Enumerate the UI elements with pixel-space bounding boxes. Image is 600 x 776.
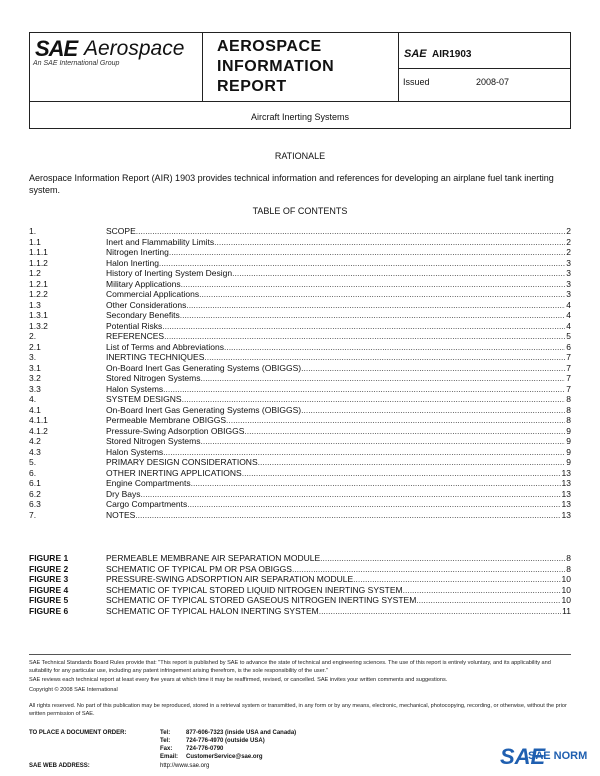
section-number: 3. — [29, 352, 37, 362]
section-title: Commercial Applications — [106, 289, 200, 299]
dot-leader — [200, 436, 565, 447]
section-number: 4.1 — [29, 404, 41, 415]
section-title: Cargo Compartments — [106, 499, 188, 509]
figure-title: PRESSURE-SWING ADSORPTION AIR SEPARATION MODULE — [106, 574, 354, 584]
copyright-text: Copyright © 2008 SAE International — [29, 687, 118, 693]
dot-leader — [204, 352, 565, 363]
dot-leader — [320, 553, 565, 564]
web-address-link[interactable]: http://www.sae.org — [160, 763, 210, 769]
toc-heading: TABLE OF CONTENTS — [252, 206, 348, 216]
section-title: Dry Bays — [106, 488, 141, 499]
page-number: 7 — [566, 373, 571, 383]
dot-leader — [164, 331, 565, 342]
dot-leader — [140, 489, 560, 500]
order-value: 877-606-7323 (inside USA and Canada) — [186, 730, 297, 736]
section-number: 1.3 — [29, 299, 41, 310]
section-title: PRIMARY DESIGN CONSIDERATIONS — [106, 457, 258, 467]
toc-entry — [29, 363, 571, 374]
doc-sae-logo: SAE — [404, 48, 427, 60]
order-email[interactable]: CustomerService@sae.org — [186, 754, 263, 760]
dot-leader — [224, 342, 565, 353]
dot-leader — [232, 268, 565, 279]
page-number: 3 — [566, 257, 571, 268]
toc-entry — [29, 342, 571, 353]
section-number: 5. — [29, 457, 37, 467]
toc-entry — [29, 426, 571, 437]
section-number: 6. — [29, 467, 37, 478]
section-title: Inert and Flammability Limits — [106, 236, 215, 247]
order-key: Email: — [160, 754, 179, 760]
page-number: 9 — [566, 436, 571, 446]
toc-entry — [29, 468, 571, 479]
order-value: 724-776-0790 — [186, 746, 224, 752]
section-title: OTHER INERTING APPLICATIONS — [106, 467, 242, 478]
toc-entry — [29, 352, 571, 363]
dot-leader — [159, 258, 565, 269]
footer-rule — [29, 654, 571, 655]
page-number: 10 — [561, 595, 571, 605]
dot-leader — [180, 310, 566, 321]
toc-entry — [29, 268, 571, 279]
toc-entry — [29, 457, 571, 468]
page-number: 8 — [566, 404, 571, 415]
section-title: Halon Systems — [106, 383, 164, 394]
toc-entry — [29, 310, 571, 321]
toc-entry — [29, 478, 571, 489]
section-title: SCOPE — [106, 226, 136, 236]
section-number: 6.3 — [29, 499, 41, 509]
section-title: Nitrogen Inerting — [106, 247, 169, 257]
toc-entry — [29, 279, 571, 290]
section-title: Halon Inerting — [106, 257, 159, 268]
page-number: 7 — [566, 383, 571, 394]
figure-entry — [29, 585, 571, 596]
toc-entry — [29, 300, 571, 311]
section-title: Military Applications — [106, 278, 181, 289]
dot-leader — [169, 247, 565, 258]
toc-entry — [29, 447, 571, 458]
section-title: Pressure-Swing Adsorption OBIGGS — [106, 425, 245, 436]
section-number: 4. — [29, 394, 37, 404]
dot-leader — [181, 279, 566, 290]
sae-norm-text: SAE NORM — [528, 750, 588, 762]
toc-entry — [29, 510, 571, 521]
page-number: 13 — [561, 478, 571, 488]
section-number: 1.1.1 — [29, 247, 48, 257]
toc-entry — [29, 258, 571, 269]
section-title: Stored Nitrogen Systems — [106, 436, 201, 446]
dot-leader — [187, 499, 560, 510]
toc-entry — [29, 436, 571, 447]
section-number: 1.2 — [29, 268, 41, 278]
section-number: 6.1 — [29, 478, 41, 488]
page-number: 13 — [561, 509, 571, 520]
section-number: 2.1 — [29, 341, 41, 352]
figure-entry — [29, 564, 571, 575]
figure-entry — [29, 553, 571, 564]
page-number: 7 — [566, 352, 571, 362]
dot-leader — [319, 606, 561, 617]
page-number: 4 — [566, 299, 571, 310]
page-number: 2 — [566, 226, 571, 236]
toc-entry — [29, 394, 571, 405]
page-number: 3 — [566, 278, 571, 289]
web-address-label: SAE WEB ADDRESS: — [29, 763, 90, 769]
toc-entry — [29, 415, 571, 426]
toc-entry — [29, 331, 571, 342]
page-number: 4 — [566, 320, 571, 331]
page-number: 9 — [566, 457, 571, 467]
section-title: NOTES — [106, 509, 136, 520]
figure-title: SCHEMATIC OF TYPICAL STORED LIQUID NITROGEN INERTING SYSTEM — [106, 584, 403, 595]
page-number: 10 — [561, 574, 571, 584]
toc-entry — [29, 237, 571, 248]
rationale-text: Aerospace Information Report (AIR) 1903 provides technical information and references for developing an airplane fuel tank inerting system. — [29, 173, 554, 195]
dot-leader — [292, 564, 565, 575]
page-number: 7 — [566, 362, 571, 373]
section-title: List of Terms and Abbreviations — [106, 341, 224, 352]
dot-leader — [182, 394, 566, 405]
figure-number: FIGURE 2 — [29, 563, 69, 574]
dot-leader — [191, 478, 561, 489]
page-number: 8 — [566, 563, 571, 574]
page-number: 4 — [566, 310, 571, 320]
document-number: AIR1903 — [432, 49, 472, 60]
section-number: 2. — [29, 331, 37, 341]
section-number: 1.1 — [29, 236, 41, 247]
figure-title: SCHEMATIC OF TYPICAL HALON INERTING SYSTEM — [106, 605, 319, 616]
page-number: 13 — [561, 499, 571, 509]
section-number: 1. — [29, 226, 37, 236]
page-number: 9 — [566, 425, 571, 436]
board-rules-text: SAE Technical Standards Board Rules provide that: "This report is published by SAE to advance the state of technical and engineering sciences. The use of this report is entirely voluntary, and its applicability and suitability for any particular use, including any patent infringement arising therefrom, is the sole responsibility of the user." — [29, 660, 551, 674]
toc-entry — [29, 247, 571, 258]
dot-leader — [200, 373, 565, 384]
issued-label: Issued — [403, 77, 430, 87]
figure-title: SCHEMATIC OF TYPICAL PM OR PSA OBIGGS — [106, 563, 292, 574]
section-number: 3.3 — [29, 383, 41, 394]
document-subject: Aircraft Inerting Systems — [250, 112, 350, 122]
section-title: Stored Nitrogen Systems — [106, 373, 201, 383]
toc-entry — [29, 499, 571, 510]
section-number: 1.2.1 — [29, 278, 48, 289]
report-type-line-2: INFORMATION — [217, 58, 335, 75]
order-value: 724-776-4970 (outside USA) — [186, 738, 265, 744]
dot-leader — [244, 426, 565, 437]
page-number: 10 — [561, 584, 571, 595]
report-type-line-1: AEROSPACE — [217, 38, 322, 55]
toc-entry — [29, 405, 571, 416]
dot-leader — [163, 384, 565, 395]
dot-leader — [301, 363, 565, 374]
toc-entry — [29, 226, 571, 237]
toc-entry — [29, 321, 571, 332]
section-title: Secondary Benefits — [106, 310, 180, 320]
page-number: 2 — [566, 236, 571, 247]
page-number: 5 — [566, 331, 571, 341]
toc-entry — [29, 384, 571, 395]
section-number: 4.1.2 — [29, 425, 48, 436]
page-number: 8 — [566, 415, 571, 425]
page-number: 13 — [561, 488, 571, 499]
dot-leader — [242, 468, 561, 479]
toc-entry — [29, 289, 571, 300]
section-title: Potential Risks — [106, 320, 163, 331]
sae-logo: SAE — [35, 36, 78, 61]
section-title: SYSTEM DESIGNS — [106, 394, 182, 404]
order-key: Tel: — [160, 730, 171, 736]
page-number: 13 — [561, 467, 571, 478]
section-title: Halon Systems — [106, 446, 164, 457]
page-number: 2 — [566, 247, 571, 257]
dot-leader — [199, 289, 565, 300]
page-number: 11 — [562, 605, 571, 616]
section-number: 3.2 — [29, 373, 41, 383]
section-title: History of Inerting System Design — [106, 268, 233, 278]
aerospace-logo-text: Aerospace — [84, 37, 185, 60]
dot-leader — [416, 595, 560, 606]
order-key: Fax: — [160, 746, 173, 752]
sae-norm-logo: SAE — [500, 744, 546, 769]
section-number: 4.1.1 — [29, 415, 48, 425]
figure-entry — [29, 574, 571, 585]
dot-leader — [163, 447, 565, 458]
report-type-line-3: REPORT — [217, 78, 287, 95]
figure-number: FIGURE 4 — [29, 584, 69, 595]
section-title: Engine Compartments — [106, 478, 191, 488]
section-title: REFERENCES — [106, 331, 165, 341]
review-text: SAE reviews each technical report at least every five years at which time it may be reaffirmed, revised, or cancelled. SAE invites your written comments and suggestions. — [29, 677, 448, 683]
dot-leader — [226, 415, 565, 426]
dot-leader — [353, 574, 560, 585]
rights-text: All rights reserved. No part of this publication may be reproduced, stored in a retrieval system or transmitted, in any form or by any means, electronic, mechanical, photocopying, recording, or otherwise, without the prior written permission of SAE. — [29, 703, 567, 717]
order-label: TO PLACE A DOCUMENT ORDER: — [29, 730, 127, 736]
section-number: 4.3 — [29, 446, 41, 457]
order-key: Tel: — [160, 738, 171, 744]
section-number: 4.2 — [29, 436, 41, 446]
toc-entry — [29, 489, 571, 500]
dot-leader — [214, 237, 565, 248]
dot-leader — [136, 226, 566, 237]
section-number: 3.1 — [29, 362, 41, 373]
section-title: INERTING TECHNIQUES — [106, 352, 205, 362]
rationale-heading: RATIONALE — [274, 151, 326, 161]
figure-entry — [29, 606, 571, 617]
dot-leader — [403, 585, 561, 596]
page-number: 3 — [566, 268, 571, 278]
issued-date: 2008-07 — [476, 77, 510, 87]
section-number: 7. — [29, 509, 37, 520]
figure-number: FIGURE 5 — [29, 595, 69, 605]
page-number: 6 — [566, 341, 571, 352]
toc-entry — [29, 373, 571, 384]
dot-leader — [186, 300, 565, 311]
page-number: 8 — [566, 553, 571, 563]
dot-leader — [162, 321, 565, 332]
section-title: On-Board Inert Gas Generating Systems (OBIGGS) — [106, 404, 302, 415]
section-title: Other Considerations — [106, 299, 187, 310]
figure-entry — [29, 595, 571, 606]
figure-title: SCHEMATIC OF TYPICAL STORED GASEOUS NITROGEN INERTING SYSTEM — [106, 595, 417, 605]
section-number: 1.1.2 — [29, 257, 48, 268]
dot-leader — [301, 405, 565, 416]
section-title: On-Board Inert Gas Generating Systems (OBIGGS) — [106, 362, 302, 373]
figure-number: FIGURE 6 — [29, 605, 69, 616]
section-number: 6.2 — [29, 488, 41, 499]
dot-leader — [135, 510, 560, 521]
page-number: 8 — [566, 394, 571, 404]
figure-number: FIGURE 1 — [29, 553, 69, 563]
section-title: Permeable Membrane OBIGGS — [106, 415, 226, 425]
logo-tagline: An SAE International Group — [33, 60, 120, 67]
page-number: 9 — [566, 446, 571, 457]
page-number: 3 — [566, 289, 571, 299]
section-number: 1.3.2 — [29, 320, 48, 331]
section-number: 1.3.1 — [29, 310, 48, 320]
section-number: 1.2.2 — [29, 289, 48, 299]
figure-number: FIGURE 3 — [29, 574, 69, 584]
dot-leader — [258, 457, 566, 468]
figure-title: PERMEABLE MEMBRANE AIR SEPARATION MODULE — [106, 553, 321, 563]
